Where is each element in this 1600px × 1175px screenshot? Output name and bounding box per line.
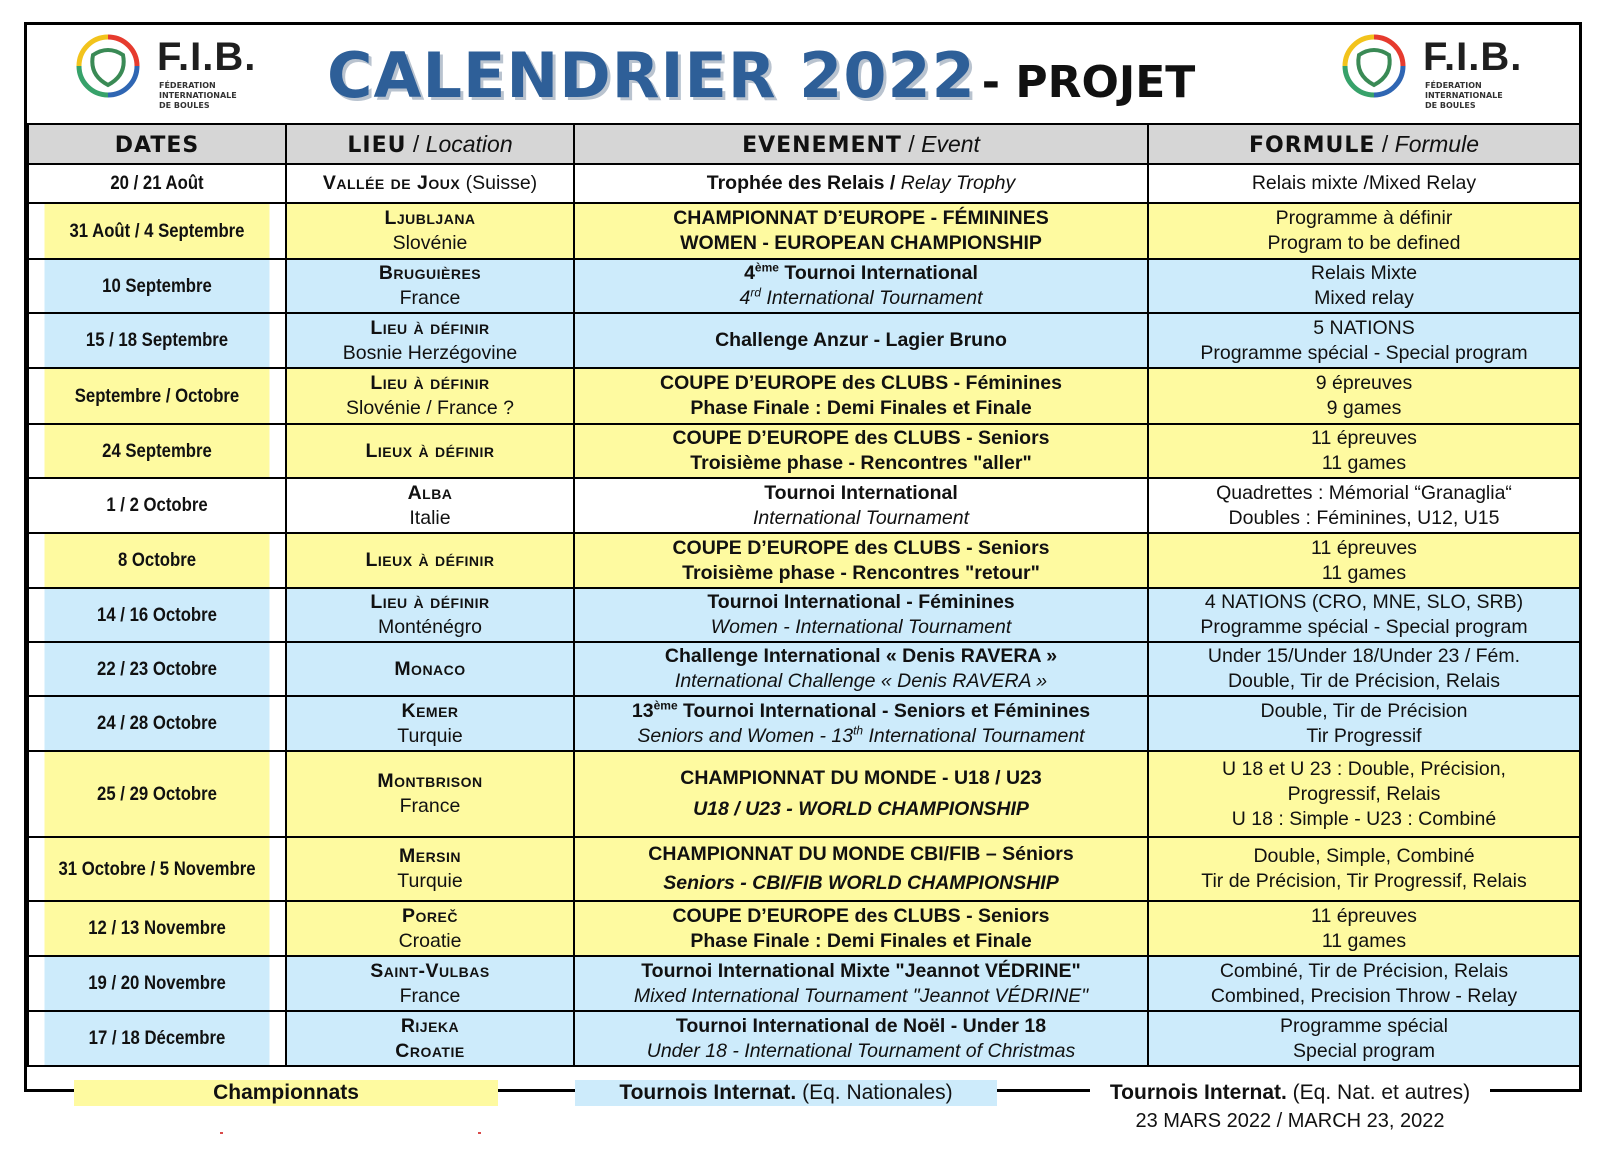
title-sub: - PROJET (981, 57, 1196, 108)
event-date: 12 / 13 Novembre (43, 901, 270, 956)
event-date: 1 / 2 Octobre (43, 478, 270, 533)
table-row (28, 313, 1580, 368)
table-row (28, 588, 1580, 642)
event-name: CHAMPIONNAT DU MONDE - U18 / U23 U18 / U23 - WORLD CHAMPIONSHIP (574, 751, 1148, 837)
event-date: 19 / 20 Novembre (43, 956, 270, 1011)
table-row (28, 696, 1580, 751)
event-name: COUPE D’EUROPE des CLUBS - Seniors Troisième phase - Rencontres "retour" (574, 533, 1148, 588)
event-formule: Quadrettes : Mémorial “Granaglia“ Doubles : Féminines, U12, U15 (1148, 478, 1580, 533)
event-name: Tournoi International International Tournament (574, 478, 1148, 533)
event-location: Rijeka Croatie (286, 1011, 574, 1066)
table-row (28, 1011, 1580, 1066)
table-row (28, 424, 1580, 478)
decorative-mark (220, 1132, 223, 1134)
event-location: Poreč Croatie (286, 901, 574, 956)
event-formule: Double, Tir de Précision Tir Progressif (1148, 696, 1580, 751)
event-location: Kemer Turquie (286, 696, 574, 751)
column-header-evenement: EVENEMENT / Event (574, 124, 1148, 164)
table-row (28, 164, 1580, 203)
event-location: Lieux à définir (286, 424, 574, 478)
event-name: 4ème Tournoi International 4rd International Tournament (574, 259, 1148, 313)
event-location: Montbrison France (286, 751, 574, 837)
event-name: COUPE D’EUROPE des CLUBS - Seniors Phase Finale : Demi Finales et Finale (574, 901, 1148, 956)
table-row (28, 642, 1580, 696)
event-date: 10 Septembre (43, 259, 270, 313)
legend-tournois-nationales: Tournois Internat. (Eq. Nationales) (575, 1080, 997, 1106)
event-formule: 11 épreuves 11 games (1148, 533, 1580, 588)
page-title (327, 39, 1287, 119)
column-header-dates: DATES (28, 124, 286, 164)
event-date: 22 / 23 Octobre (43, 642, 270, 696)
legend-tournois-autres: Tournois Internat. (Eq. Nat. et autres) (1090, 1080, 1490, 1106)
event-name: Trophée des Relais / Relay Trophy (574, 164, 1148, 203)
column-header-formule: FORMULE / Formule (1148, 124, 1580, 164)
fib-emblem-icon (1339, 31, 1409, 101)
legend-championnats: Championnats (74, 1080, 498, 1106)
event-date: 20 / 21 Août (43, 164, 270, 203)
event-date: 15 / 18 Septembre (43, 313, 270, 368)
event-date: Septembre / Octobre (43, 368, 270, 424)
event-location: Lieu à définir Slovénie / France ? (286, 368, 574, 424)
event-location: Bruguières France (286, 259, 574, 313)
event-name: CHAMPIONNAT D’EUROPE - FÉMININES WOMEN - EUROPEAN CHAMPIONSHIP (574, 203, 1148, 259)
fib-logo-right (1339, 31, 1523, 121)
event-formule: 5 NATIONS Programme spécial - Special program (1148, 313, 1580, 368)
event-name: Challenge Anzur - Lagier Bruno (574, 313, 1148, 368)
event-formule: Double, Simple, Combiné Tir de Précision, Tir Progressif, Relais (1148, 837, 1580, 901)
decorative-mark (478, 1132, 481, 1134)
event-name: Challenge International « Denis RAVERA » International Challenge « Denis RAVERA » (574, 642, 1148, 696)
event-location: Lieu à définir Monténégro (286, 588, 574, 642)
event-formule: Combiné, Tir de Précision, Relais Combined, Precision Throw - Relay (1148, 956, 1580, 1011)
event-formule: Relais mixte /Mixed Relay (1148, 164, 1580, 203)
event-location: Monaco (286, 642, 574, 696)
logo-abbr: F.I.B. (157, 35, 257, 79)
event-name: 13ème Tournoi International - Seniors et Féminines Seniors and Women - 13th International Tournament (574, 696, 1148, 751)
event-date: 24 / 28 Octobre (43, 696, 270, 751)
calendar-sheet (24, 22, 1582, 1092)
event-date: 24 Septembre (43, 424, 270, 478)
table-header-row (28, 124, 1580, 164)
table-row (28, 751, 1580, 837)
table-row (28, 956, 1580, 1011)
event-location: Lieux à définir (286, 533, 574, 588)
event-location: Vallée de Joux (Suisse) (286, 164, 574, 203)
logo-full-name: FÉDERATION INTERNATIONALE DE BOULES (159, 81, 237, 110)
legend (0, 1074, 1600, 1174)
event-name: Tournoi International de Noël - Under 18 Under 18 - International Tournament of Christmas (574, 1011, 1148, 1066)
fib-emblem-icon (73, 31, 143, 101)
table-row (28, 368, 1580, 424)
event-formule: 11 épreuves 11 games (1148, 901, 1580, 956)
event-location: Alba Italie (286, 478, 574, 533)
event-location: Mersin Turquie (286, 837, 574, 901)
logo-full-name: FÉDERATION INTERNATIONALE DE BOULES (1425, 81, 1503, 110)
header (27, 25, 1579, 123)
table-row (28, 203, 1580, 259)
table-row (28, 533, 1580, 588)
event-name: Tournoi International Mixte "Jeannot VÉDRINE" Mixed International Tournament "Jeannot VÉDRINE" (574, 956, 1148, 1011)
fib-logo-left (73, 31, 257, 121)
event-date: 14 / 16 Octobre (43, 588, 270, 642)
event-formule: Under 15/Under 18/Under 23 / Fém. Double, Tir de Précision, Relais (1148, 642, 1580, 696)
event-date: 8 Octobre (43, 533, 270, 588)
event-date: 25 / 29 Octobre (43, 751, 270, 837)
event-formule: 4 NATIONS (CRO, MNE, SLO, SRB) Programme spécial - Special program (1148, 588, 1580, 642)
event-date: 17 / 18 Décembre (43, 1011, 270, 1066)
event-name: COUPE D’EUROPE des CLUBS - Féminines Phase Finale : Demi Finales et Finale (574, 368, 1148, 424)
event-formule: Programme spécial Special program (1148, 1011, 1580, 1066)
event-formule: U 18 et U 23 : Double, Précision, Progressif, Relais U 18 : Simple - U23 : Combiné (1148, 751, 1580, 837)
event-name: CHAMPIONNAT DU MONDE CBI/FIB – Séniors Seniors - CBI/FIB WORLD CHAMPIONSHIP (574, 837, 1148, 901)
table-row (28, 837, 1580, 901)
event-location: Saint-Vulbas France (286, 956, 574, 1011)
event-formule: 9 épreuves 9 games (1148, 368, 1580, 424)
column-header-lieu: LIEU / Location (286, 124, 574, 164)
table-row (28, 259, 1580, 313)
event-formule: Programme à définir Program to be defined (1148, 203, 1580, 259)
event-name: Tournoi International - Féminines Women - International Tournament (574, 588, 1148, 642)
event-location: Ljubljana Slovénie (286, 203, 574, 259)
event-date: 31 Août / 4 Septembre (43, 203, 270, 259)
table-row (28, 478, 1580, 533)
event-formule: 11 épreuves 11 games (1148, 424, 1580, 478)
table-row (28, 901, 1580, 956)
logo-abbr: F.I.B. (1423, 35, 1523, 79)
event-location: Lieu à définir Bosnie Herzégovine (286, 313, 574, 368)
document-date: 23 MARS 2022 / MARCH 23, 2022 (1135, 1110, 1445, 1132)
event-date: 31 Octobre / 5 Novembre (43, 837, 270, 901)
title-main: CALENDRIER 2022 (327, 39, 976, 112)
calendar-table (27, 123, 1581, 1067)
event-name: COUPE D’EUROPE des CLUBS - Seniors Troisième phase - Rencontres "aller" (574, 424, 1148, 478)
event-formule: Relais Mixte Mixed relay (1148, 259, 1580, 313)
